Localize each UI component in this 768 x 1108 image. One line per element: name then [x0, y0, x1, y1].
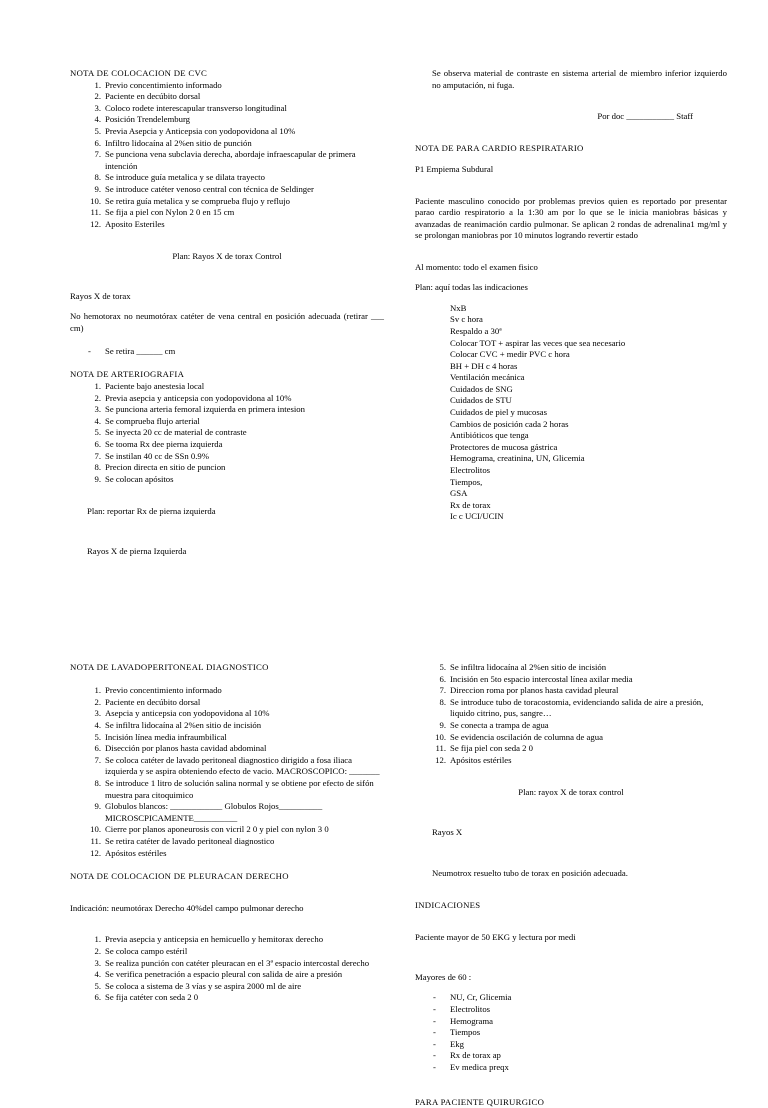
- lavado-step-text: Cierre por planos aponeurosis con vicril 2 0 y piel con nylon 3 0: [105, 824, 329, 834]
- indicacion-item: Colocar TOT + aspirar las veces que sea necesario: [415, 338, 727, 350]
- torax-step: [415, 755, 727, 767]
- torax-step-text: Se evidencia oscilación de columna de agua: [450, 732, 603, 742]
- list-number: 9.: [87, 801, 101, 813]
- list-number: 11.: [87, 207, 101, 219]
- indicacion-item: Electrolitos: [415, 465, 727, 477]
- cvc-section: [70, 68, 384, 566]
- list-number: 5.: [87, 427, 101, 439]
- signature-line: Por doc ___________ Staff: [415, 111, 727, 123]
- lab-item: - Tiempos: [415, 1027, 727, 1039]
- list-number: 5.: [87, 981, 101, 993]
- list-number: 3.: [87, 958, 101, 970]
- arterio-step: [70, 451, 384, 463]
- lavado-step: [70, 755, 384, 778]
- indicaciones-mayores: Mayores de 60 :: [415, 972, 727, 984]
- list-number: 7.: [87, 149, 101, 161]
- cvc-step: [70, 138, 384, 150]
- lavado-step-text: Asepcia y anticepsia con yodopovidona al 10%: [105, 708, 270, 718]
- torax-step-text: Direccion roma por planos hasta cavidad pleural: [450, 685, 618, 695]
- lavado-step-text: Paciente en decúbito dorsal: [105, 697, 200, 707]
- torax-step: [415, 743, 727, 755]
- list-number: 3.: [87, 404, 101, 416]
- paro-paragraph: Paciente masculino conocido por problemas previos quien es reportado por presentar parao cardio respiratorio a la 1:30 am por lo que se le inicia maniobras básicas y avanzadas de reanimación cardio pulmonar. Se aplican 2 rondas de adrenalina1 mg/ml y se prolongan maniobras por 10 minutos logrando revertir estado: [415, 196, 727, 242]
- cvc-step-text: Aposito Esteriles: [105, 219, 165, 229]
- arterio-step-text: Paciente bajo anestesia local: [105, 381, 204, 391]
- torax-step-text: Apósitos estériles: [450, 755, 512, 765]
- pleura-step: [70, 992, 384, 1004]
- list-number: 9.: [87, 474, 101, 486]
- pleura-step-text: Se realiza punción con catéter pleuracan en el 3ª espacio intercostal derecho: [105, 958, 369, 968]
- lavado-step-text: Se introduce 1 litro de solución salina normal y se obtiene por efecto de sifón muestra para citoquimico: [105, 778, 374, 800]
- cvc-step: [70, 219, 384, 231]
- cvc-step: [70, 103, 384, 115]
- lavado-step: [70, 836, 384, 848]
- list-number: 11.: [87, 836, 101, 848]
- pleura-steps: [70, 934, 384, 1004]
- lavado-step-text: Incisión línea media infraumbilical: [105, 732, 227, 742]
- cvc-step-text: Previo concentimiento informado: [105, 80, 222, 90]
- pleura-step-text: Se verifica penetración a espacio pleural con salida de aire a presión: [105, 969, 342, 979]
- pleura-step: [70, 981, 384, 993]
- list-number: 3.: [87, 708, 101, 720]
- lavado-step: [70, 697, 384, 709]
- arterio-step-text: Se punciona arteria femoral izquierda en primera intesion: [105, 404, 305, 414]
- list-number: 7.: [87, 755, 101, 767]
- arterio-step: [70, 416, 384, 428]
- paro-p1: P1 Empiema Subdural: [415, 164, 727, 176]
- cvc-step-text: Se retira guía metalica y se comprueba flujo y reflujo: [105, 196, 290, 206]
- list-number: 1.: [87, 685, 101, 697]
- arterio-step: [70, 439, 384, 451]
- lavado-section: [70, 662, 384, 1004]
- paro-plan: Plan: aquí todas las indicaciones: [415, 282, 727, 294]
- lab-item: - Ekg: [415, 1039, 727, 1051]
- list-number: 7.: [87, 451, 101, 463]
- lavado-step-text: Disección por planos hasta cavidad abdominal: [105, 743, 266, 753]
- indicacion-item: Colocar CVC + medir PVC c hora: [415, 349, 727, 361]
- list-number: 1.: [87, 381, 101, 393]
- indicacion-item: Protectores de mucosa gástrica: [415, 442, 727, 454]
- indicaciones-paciente: Paciente mayor de 50 EKG y lectura por medi: [415, 932, 727, 944]
- lavado-step-text: Previo concentimiento informado: [105, 685, 222, 695]
- list-number: 12.: [432, 755, 446, 767]
- indicacion-item: NxB: [415, 303, 727, 315]
- torax-step-text: Se conecta a trampa de agua: [450, 720, 549, 730]
- indicacion-item: Cuidados de SNG: [415, 384, 727, 396]
- cvc-step: [70, 91, 384, 103]
- list-number: 5.: [87, 732, 101, 744]
- cvc-step: [70, 196, 384, 208]
- list-number: 9.: [87, 184, 101, 196]
- cvc-rx-text: No hemotorax no neumotórax catéter de vena central en posición adecuada (retirar ___ cm): [70, 311, 384, 334]
- arterio-step: [70, 393, 384, 405]
- cvc-step-text: Paciente en decúbito dorsal: [105, 91, 200, 101]
- list-number: 7.: [432, 685, 446, 697]
- arterio-step: [70, 404, 384, 416]
- indicacion-item: Tiempos,: [415, 477, 727, 489]
- arterio-step: [70, 427, 384, 439]
- arterio-rx: Rayos X de pierna Izquierda: [70, 546, 384, 558]
- list-number: 3.: [87, 103, 101, 115]
- list-number: 8.: [87, 778, 101, 790]
- cvc-step-text: Se fija a piel con Nylon 2 0 en 15 cm: [105, 207, 234, 217]
- pleura-indicacion: Indicación: neumotórax Derecho 40%del campo pulmonar derecho: [70, 903, 384, 915]
- labs-list: [415, 992, 727, 1073]
- torax-step: [415, 732, 727, 744]
- arterio-step-text: Se tooma Rx dee pierna izquierda: [105, 439, 222, 449]
- indicacion-item: Antibióticos que tenga: [415, 430, 727, 442]
- cvc-step-text: Infiltro lidocaína al 2%en sitio de punción: [105, 138, 252, 148]
- paro-title: NOTA DE PARA CARDIO RESPIRATARIO: [415, 143, 727, 155]
- lab-item: - NU, Cr, Glicemia: [415, 992, 727, 1004]
- cvc-step: [70, 172, 384, 184]
- torax-step: [415, 674, 727, 686]
- pleura-step-text: Se fija catéter con seda 2 0: [105, 992, 198, 1002]
- list-number: 2.: [87, 697, 101, 709]
- quirurgico-title: PARA PACIENTE QUIRURGICO: [415, 1097, 727, 1108]
- torax-plan: Plan: rayox X de torax control: [415, 787, 727, 799]
- list-number: 8.: [87, 172, 101, 184]
- paro-momento: Al momento: todo el examen fisico: [415, 262, 727, 274]
- torax-step: [415, 720, 727, 732]
- list-number: 8.: [432, 697, 446, 709]
- cvc-step-text: Coloco rodete interescapular transverso longitudinal: [105, 103, 287, 113]
- lab-item: - Electrolitos: [415, 1004, 727, 1016]
- pleura-step: [70, 946, 384, 958]
- pleura-title: NOTA DE COLOCACION DE PLEURACAN DERECHO: [70, 871, 384, 883]
- list-number: 5.: [87, 126, 101, 138]
- list-number: 6.: [87, 743, 101, 755]
- pleura-step: [70, 969, 384, 981]
- arterio-result: Se observa material de contraste en sistema arterial de miembro inferior izquierdo no amputación, ni fuga.: [415, 68, 727, 91]
- arterio-step: [70, 462, 384, 474]
- list-number: 2.: [87, 91, 101, 103]
- arterio-step-text: Previa asepcia y anticepsia con yodopovidona al 10%: [105, 393, 291, 403]
- lavado-step: [70, 720, 384, 732]
- lavado-title: NOTA DE LAVADOPERITONEAL DIAGNOSTICO: [70, 662, 384, 674]
- indicacion-item: BH + DH c 4 horas: [415, 361, 727, 373]
- indicacion-item: Sv c hora: [415, 314, 727, 326]
- torax-step-text: Se fija piel con seda 2 0: [450, 743, 533, 753]
- cvc-plan: Plan: Rayos X de torax Control: [70, 251, 384, 263]
- torax-steps: [415, 662, 727, 766]
- lavado-step: [70, 685, 384, 697]
- list-number: 12.: [87, 848, 101, 860]
- list-number: 6.: [87, 138, 101, 150]
- lavado-step: [70, 732, 384, 744]
- list-number: 4.: [87, 969, 101, 981]
- list-number: 11.: [432, 743, 446, 755]
- lavado-step: [70, 824, 384, 836]
- torax-step: [415, 662, 727, 674]
- cvc-step-text: Se punciona vena subclavia derecha, abordaje infraescapular de primera intención: [105, 149, 356, 171]
- list-number: 4.: [87, 416, 101, 428]
- list-number: 1.: [87, 80, 101, 92]
- cvc-step-text: Se introduce catéter venoso central con técnica de Seldinger: [105, 184, 314, 194]
- cvc-rx-title: Rayos X de torax: [70, 291, 384, 303]
- pleura-step-text: Se coloca campo estéril: [105, 946, 187, 956]
- pleura-step-text: Se coloca a sistema de 3 vías y se aspira 2000 ml de aire: [105, 981, 301, 991]
- list-number: 10.: [432, 732, 446, 744]
- cvc-title: NOTA DE COLOCACION DE CVC: [70, 68, 384, 80]
- list-number: 8.: [87, 462, 101, 474]
- lavado-step: [70, 778, 384, 801]
- torax-section: [415, 662, 727, 1108]
- lavado-step-text: Se retira catéter de lavado peritoneal diagnostico: [105, 836, 274, 846]
- cvc-step: [70, 207, 384, 219]
- torax-step-text: Se infiltra lidocaína al 2%en sitio de incisión: [450, 662, 606, 672]
- cvc-steps: [70, 80, 384, 231]
- torax-result: Neumotrox resuelto tubo de torax en posición adecuada.: [415, 868, 727, 880]
- indicacion-item: Ic c UCI/UCIN: [415, 511, 727, 523]
- arterio-step-text: Precion directa en sitio de puncion: [105, 462, 225, 472]
- list-number: 6.: [87, 992, 101, 1004]
- lavado-step: [70, 743, 384, 755]
- indicacion-item: Cambios de posición cada 2 horas: [415, 419, 727, 431]
- arterio-step-text: Se colocan apósitos: [105, 474, 174, 484]
- torax-step: [415, 685, 727, 697]
- lab-item: - Hemograma: [415, 1016, 727, 1028]
- indicacion-item: Cuidados de piel y mucosas: [415, 407, 727, 419]
- cvc-retira: - Se retira ______ cm: [70, 346, 384, 358]
- indicacion-item: Rx de torax: [415, 500, 727, 512]
- lab-item: - Rx de torax ap: [415, 1050, 727, 1062]
- torax-step-text: Incisión en 5to espacio intercostal línea axilar media: [450, 674, 633, 684]
- list-number: 10.: [87, 196, 101, 208]
- list-number: 12.: [87, 219, 101, 231]
- cvc-step: [70, 126, 384, 138]
- indicacion-item: Cuidados de STU: [415, 395, 727, 407]
- torax-step-text: Se introduce tubo de toracostomia, evidenciando salida de aire a presión, liquido citrino, pus, sangre…: [450, 697, 703, 719]
- lavado-step-text: Globulos blancos: ____________ Globulos Rojos__________ MICROSCPICAMENTE__________: [105, 801, 322, 823]
- list-number: 6.: [87, 439, 101, 451]
- cvc-step: [70, 184, 384, 196]
- lavado-step: [70, 708, 384, 720]
- indicacion-item: Respaldo a 30ª: [415, 326, 727, 338]
- cvc-step: [70, 114, 384, 126]
- cvc-step: [70, 149, 384, 172]
- paro-indicaciones: [415, 303, 727, 523]
- arterio-step-text: Se instilan 40 cc de SSn 0.9%: [105, 451, 209, 461]
- pleura-step-text: Previa asepcia y anticepsia en hemicuello y hemitorax derecho: [105, 934, 323, 944]
- indicacion-item: GSA: [415, 488, 727, 500]
- list-number: 9.: [432, 720, 446, 732]
- paro-section: [415, 68, 727, 523]
- list-number: 6.: [432, 674, 446, 686]
- torax-step: [415, 697, 727, 720]
- pleura-step: [70, 934, 384, 946]
- arterio-step-text: Se comprueba flujo arterial: [105, 416, 200, 426]
- arterio-steps: [70, 381, 384, 485]
- cvc-step: [70, 80, 384, 92]
- pleura-step: [70, 958, 384, 970]
- lavado-step: [70, 848, 384, 860]
- cvc-step-text: Previa Asepcia y Anticepsia con yodopovidona al 10%: [105, 126, 295, 136]
- indicacion-item: Hemograma, creatinina, UN, Glicemia: [415, 453, 727, 465]
- torax-rayos: Rayos X: [415, 827, 727, 839]
- list-number: 10.: [87, 824, 101, 836]
- indicacion-item: Ventilación mecánica: [415, 372, 727, 384]
- lab-item: - Ev medica preqx: [415, 1062, 727, 1074]
- list-number: 5.: [432, 662, 446, 674]
- cvc-step-text: Se introduce guía metalica y se dilata trayecto: [105, 172, 265, 182]
- lavado-step-text: Apósitos estériles: [105, 848, 167, 858]
- lavado-step-text: Se coloca catéter de lavado peritoneal diagnostico dirigido a fosa iliaca izquierda y se aspira obteniendo efecto de vacio. MACROSCOPICO: _______: [105, 755, 380, 777]
- arterio-title: NOTA DE ARTERIOGRAFIA: [70, 369, 384, 381]
- cvc-step-text: Posición Trendelemburg: [105, 114, 190, 124]
- arterio-plan: Plan: reportar Rx de pierna izquierda: [70, 506, 384, 518]
- list-number: 2.: [87, 393, 101, 405]
- lavado-step: [70, 801, 384, 824]
- list-number: 4.: [87, 720, 101, 732]
- list-number: 4.: [87, 114, 101, 126]
- arterio-step: [70, 474, 384, 486]
- list-number: 2.: [87, 946, 101, 958]
- arterio-step: [70, 381, 384, 393]
- arterio-step-text: Se inyecta 20 cc de material de contraste: [105, 427, 247, 437]
- list-number: 1.: [87, 934, 101, 946]
- indicaciones-title: INDICACIONES: [415, 900, 727, 912]
- lavado-step-text: Se infiltra lidocaína al 2%en sitio de incisión: [105, 720, 261, 730]
- lavado-steps: [70, 685, 384, 859]
